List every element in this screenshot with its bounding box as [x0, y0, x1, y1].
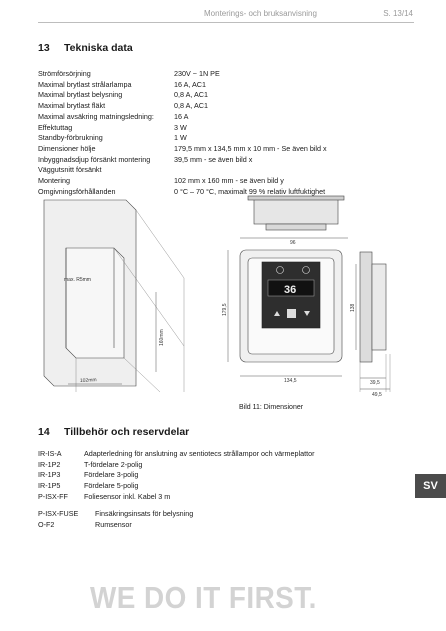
wall-cutout-drawing — [34, 196, 204, 394]
accessory-description: Fördelare 5-polig — [84, 481, 139, 491]
spec-row — [38, 144, 327, 155]
spec-row — [38, 101, 327, 112]
spec-value: 16 A — [174, 111, 189, 121]
side-view-body — [360, 252, 372, 362]
accessory-row — [38, 460, 315, 471]
depth-label-2: 49,5 — [372, 392, 382, 398]
figure-caption: Bild 11: Dimensioner — [239, 404, 304, 411]
spec-value: 0,8 A, AC1 — [174, 90, 208, 100]
accessory-description: Finsäkringsinsats för belysning — [95, 509, 194, 518]
side-view-box — [372, 264, 386, 350]
spec-row — [38, 165, 327, 176]
frame-cutout — [66, 248, 124, 358]
section-14-title: Tillbehör och reservdelar — [64, 426, 190, 438]
accessory-row — [38, 520, 193, 531]
accessory-description: Foliesensor inkl. Kabel 3 m — [84, 491, 171, 501]
accessory-code: O-F2 — [38, 519, 55, 529]
accessory-row — [38, 509, 193, 520]
spec-value: 39,5 mm - se även bild x — [174, 154, 253, 164]
section-13-title: Tekniska data — [64, 42, 133, 54]
mode-button-icon — [287, 309, 296, 318]
section-14-heading — [38, 426, 189, 438]
spec-row — [38, 155, 327, 166]
spec-key: Omgivningsförhållanden — [38, 186, 116, 196]
spec-value: 0,8 A, AC1 — [174, 101, 208, 111]
projection-line — [136, 210, 184, 278]
accessory-code: P-ISX-FUSE — [38, 509, 79, 518]
spec-value: 3 W — [174, 122, 187, 132]
accessory-row — [38, 449, 315, 460]
spec-key: Montering — [38, 176, 70, 186]
depth-label-1: 39,5 — [370, 380, 380, 386]
page-header — [204, 9, 413, 18]
spec-row — [38, 176, 327, 187]
accessory-code: IR-1P5 — [38, 481, 61, 491]
accessory-code: IR-1P2 — [38, 459, 61, 469]
page-number: S. 13/14 — [383, 9, 413, 18]
spec-row — [38, 80, 327, 91]
side-height-label: 138 — [350, 303, 356, 312]
section-14-number: 14 — [38, 426, 50, 438]
front-width-label: 134,5 — [284, 378, 297, 384]
accessory-list — [38, 449, 315, 503]
accessory-code: IR-IS-A — [38, 449, 62, 458]
section-13-number: 13 — [38, 42, 50, 54]
accessory-description: Rumsensor — [95, 519, 132, 529]
spec-row — [38, 133, 327, 144]
spec-key: Väggutsnitt försänkt — [38, 165, 102, 175]
spec-table — [38, 69, 327, 197]
radius-label: max. R5mm — [64, 277, 91, 283]
accessory-code: P-ISX-FF — [38, 491, 68, 501]
spec-value: 102 mm x 160 mm - se även bild y — [174, 176, 284, 186]
front-height-label: 179,5 — [222, 303, 228, 316]
slogan: WE DO IT FIRST. — [90, 580, 317, 615]
width-label: 102mm — [79, 377, 97, 384]
spec-key: Effektuttag — [38, 122, 73, 132]
display-value: 36 — [284, 284, 297, 296]
spec-value: 0 °C – 70 °C, maximalt 99 % relativ luftfuktighet — [174, 186, 326, 196]
top-view-flange — [248, 196, 344, 200]
accessory-description: Adapterledning för anslutning av sentiotecs strållampor och värmeplattor — [84, 449, 315, 458]
spec-key: Strömförsörjning — [38, 69, 91, 78]
spec-key: Maximal brytlast strålarlampa — [38, 79, 132, 89]
height-label: 160mm — [159, 329, 165, 346]
accessory-description: Fördelare 3-polig — [84, 470, 139, 480]
header-rule — [38, 22, 414, 23]
spec-row — [38, 90, 327, 101]
spec-row — [38, 69, 327, 80]
top-view-body — [254, 198, 338, 224]
spec-key: Maximal brytlast belysning — [38, 90, 123, 100]
spec-value: 230V ~ 1N PE — [174, 69, 220, 78]
controller-dimension-drawing — [218, 192, 408, 402]
top-view-box — [266, 224, 326, 230]
spec-key: Standby-förbrukning — [38, 133, 103, 143]
spec-value: 1 W — [174, 133, 187, 143]
spec-key: Maximal brytlast fläkt — [38, 101, 106, 111]
spec-value: 179,5 mm x 134,5 mm x 10 mm - Se även bild x — [174, 143, 327, 153]
spec-key: Maximal avsäkring matningsledning: — [38, 111, 154, 121]
header-title: Monterings- och bruksanvisning — [204, 9, 317, 18]
spec-key: Dimensioner hölje — [38, 143, 96, 153]
top-width-label: 96 — [290, 240, 296, 246]
accessory-description: T-fördelare 2-polig — [84, 459, 143, 469]
accessory-row — [38, 470, 315, 481]
accessory-row — [38, 492, 315, 503]
accessory-code: IR-1P3 — [38, 470, 61, 480]
language-tab: SV — [415, 474, 446, 498]
accessory-row — [38, 481, 315, 492]
spec-row — [38, 123, 327, 134]
spec-key: Inbyggnadsdjup försänkt montering — [38, 154, 151, 164]
spare-part-list — [38, 509, 193, 530]
spec-row — [38, 112, 327, 123]
section-13-heading — [38, 42, 133, 54]
spec-value: 16 A, AC1 — [174, 79, 206, 89]
